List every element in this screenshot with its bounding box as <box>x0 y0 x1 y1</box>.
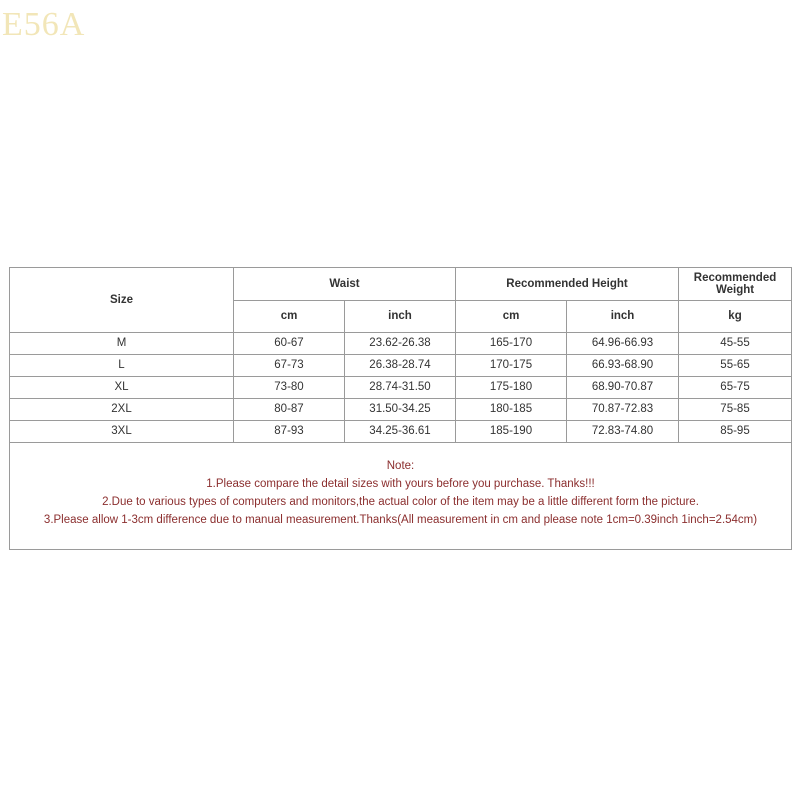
height-cm-cell: 170-175 <box>456 355 567 377</box>
waist-cm-cell: 67-73 <box>234 355 345 377</box>
height-cm-cell: 165-170 <box>456 333 567 355</box>
weight-kg-cell: 65-75 <box>679 377 792 399</box>
height-inch-cell: 68.90-70.87 <box>567 377 679 399</box>
table-row <box>10 421 792 443</box>
weight-kg-cell: 45-55 <box>679 333 792 355</box>
height-group-header: Recommended Height <box>456 268 679 301</box>
waist-inch-cell: 26.38-28.74 <box>345 355 456 377</box>
height-inch-cell: 70.87-72.83 <box>567 399 679 421</box>
height-inch-header: inch <box>567 301 679 333</box>
notes-cell <box>10 443 792 550</box>
size-column-header: Size <box>10 268 234 333</box>
notes-row <box>10 443 792 550</box>
size-cell: L <box>10 355 234 377</box>
waist-cm-cell: 73-80 <box>234 377 345 399</box>
waist-group-header: Waist <box>234 268 456 301</box>
note-line-1: 1.Please compare the detail sizes with yours before you purchase. Thanks!!! <box>206 478 595 490</box>
header-row-groups <box>10 268 792 301</box>
waist-inch-cell: 28.74-31.50 <box>345 377 456 399</box>
waist-inch-cell: 23.62-26.38 <box>345 333 456 355</box>
height-inch-cell: 66.93-68.90 <box>567 355 679 377</box>
note-line-3: 3.Please allow 1-3cm difference due to manual measurement.Thanks(All measurement in cm and please note 1cm=0.39inch 1inch=2.54cm) <box>43 514 758 526</box>
height-cm-cell: 185-190 <box>456 421 567 443</box>
waist-inch-cell: 34.25-36.61 <box>345 421 456 443</box>
size-cell: M <box>10 333 234 355</box>
table-row <box>10 399 792 421</box>
note-line-2: 2.Due to various types of computers and monitors,the actual color of the item may be a little different form the picture. <box>102 496 699 508</box>
weight-kg-cell: 55-65 <box>679 355 792 377</box>
table-row <box>10 355 792 377</box>
waist-cm-header: cm <box>234 301 345 333</box>
size-chart-table <box>9 267 792 550</box>
weight-group-header: Recommended Weight <box>679 268 792 301</box>
height-cm-cell: 175-180 <box>456 377 567 399</box>
size-cell: 2XL <box>10 399 234 421</box>
size-chart-body <box>10 268 792 550</box>
waist-inch-cell: 31.50-34.25 <box>345 399 456 421</box>
watermark-text: E56A <box>2 6 86 43</box>
waist-cm-cell: 80-87 <box>234 399 345 421</box>
height-cm-cell: 180-185 <box>456 399 567 421</box>
size-cell: XL <box>10 377 234 399</box>
waist-inch-header: inch <box>345 301 456 333</box>
size-cell: 3XL <box>10 421 234 443</box>
table-row <box>10 377 792 399</box>
height-cm-header: cm <box>456 301 567 333</box>
waist-cm-cell: 87-93 <box>234 421 345 443</box>
table-row <box>10 333 792 355</box>
height-inch-cell: 64.96-66.93 <box>567 333 679 355</box>
weight-kg-header: kg <box>679 301 792 333</box>
note-title: Note: <box>386 460 415 472</box>
weight-kg-cell: 85-95 <box>679 421 792 443</box>
height-inch-cell: 72.83-74.80 <box>567 421 679 443</box>
waist-cm-cell: 60-67 <box>234 333 345 355</box>
weight-kg-cell: 75-85 <box>679 399 792 421</box>
